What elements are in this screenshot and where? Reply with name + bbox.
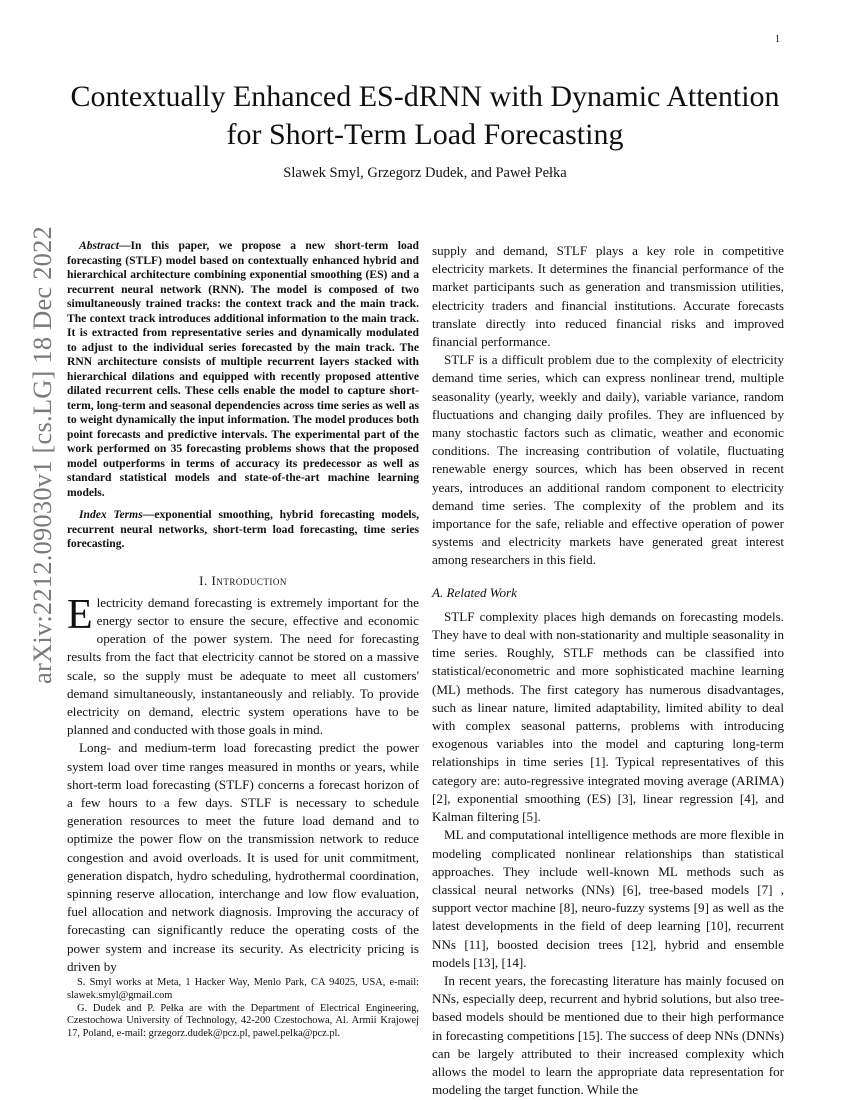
author-list: Slawek Smyl, Grzegorz Dudek, and Paweł Pełka	[283, 165, 567, 181]
page-number: 1	[775, 34, 780, 45]
footnote-affiliation-2: G. Dudek and P. Pełka are with the Department of Electrical Engineering, Czestochowa University of Technology, 42-200 Czestochowa, Al. Armii Krajowej 17, Poland, e-mail: grzegorz.dudek@pcz.pl, pawel.pelka@pcz.pl.	[67, 1002, 419, 1040]
related-work-paragraph-1: STLF complexity places high demands on forecasting models. They have to deal with non-stationarity and multiple seasonality in time series. Roughly, STLF methods can be classified into statistical/econometric and more sophisticated machine learning (ML) methods. The first category has numerous disadvantages, such as linear nature, limited adaptability, limited ability to deal with complex seasonal patterns, problems with introducing exogenous variables into the model and capturing long-term relationships in time series [1]. Typical representatives of this category are: auto-regressive integrated moving average (ARIMA) [2], exponential smoothing (ES) [3], linear regression [4], and Kalman filtering [5].	[432, 608, 784, 825]
index-terms-text: —exponential smoothing, hybrid forecasting models, recurrent neural networks, short-term load forecasting, time series forecasting.	[67, 508, 419, 550]
section-number: I.	[199, 572, 208, 588]
section-heading-introduction	[67, 572, 419, 590]
abstract-label: Abstract	[79, 239, 119, 252]
arxiv-side-stamp: arXiv:2212.09030v1 [cs.LG] 18 Dec 2022	[26, 225, 57, 684]
footnotes	[67, 977, 419, 1041]
index-terms-label: Index Terms	[79, 508, 143, 521]
drop-cap-letter: E	[67, 591, 93, 638]
right-column	[432, 242, 784, 1099]
subsection-heading-related-work: A. Related Work	[432, 584, 517, 600]
related-work-paragraph-3: In recent years, the forecasting literature has mainly focused on NNs, especially deep, recurrent and hybrid solutions, but also tree-based models should be mentioned due to their high performance in forecasting competitions [15]. The success of deep NNs (DNNs) can be largely attributed to their increased complexity which allows the model to learn the appropriate data representation for modeling the target function. While the	[432, 972, 784, 1098]
intro-paragraph-2: Long- and medium-term load forecasting predict the power system load over time ranges measured in months or years, while short-term load forecasting (STLF) concerns a forecast horizon of a few hours to a few days. STLF is necessary to schedule generation resources to meet the future load demand and to optimize the power flow on the transmission network to reduce congestion and avoid overloads. It is used for unit commitment, generation dispatch, hydro scheduling, hydrothermal coordination, spinning reserve allocation, interchange and low flow evaluation, fuel allocation and network diagnosis. Improving the accuracy of forecasting can significantly reduce the operating costs of the power system and increase its security. As electricity pricing is driven by	[67, 740, 419, 974]
intro-paragraph-1	[67, 591, 419, 740]
paper-title: Contextually Enhanced ES-dRNN with Dynamic Attention for Short-Term Load Forecasting	[70, 80, 780, 151]
index-terms	[67, 508, 419, 552]
abstract-text: —In this paper, we propose a new short-term load forecasting (STLF) model based on contextually enhanced hybrid and hierarchical architecture combining exponential smoothing (ES) and a recurrent neural network (RNN). The model is composed of two simultaneously trained tracks: the context track and the main track. The context track introduces additional information to the main track. It is extracted from representative series and dynamically modulated to adjust to the individual series forecasted by the main track. The RNN architecture consists of multiple recurrent layers stacked with hierarchical dilations and equipped with recently proposed attentive dilated recurrent cells. These cells enable the model to capture short-term, long-term and seasonal dependencies across time series as well as to weight dynamically the input information. The model produces both point forecasts and predictive intervals. The experimental part of the work performed on 35 forecasting problems shows that the proposed model outperforms in terms of accuracy its predecessor as well as standard statistical models and state-of-the-art machine learning models.	[67, 239, 419, 499]
intro-paragraph-1-text: lectricity demand forecasting is extremely important for the energy sector to ensure the secure, effective and economic operation of the power system. The need for forecasting results from the fact that electricity cannot be stored on a massive scale, so the supply must be adequate to meet all customers' demand simultaneously, instantaneously and reliably. To provide electricity on demand, electric system operations have to be planned and conducted with those goals in mind.	[67, 594, 419, 738]
footnote-affiliation-1: S. Smyl works at Meta, 1 Hacker Way, Menlo Park, CA 94025, USA, e-mail: slawek.smyl@gmail.com	[67, 977, 419, 1001]
intro-paragraph-3: STLF is a difficult problem due to the complexity of electricity demand time series, which can express nonlinear trend, multiple seasonality (yearly, weekly and daily), variable variance, random fluctuations and changing daily profiles. They are influenced by many stochastic factors such as climatic, weather and economic conditions. The increasing contribution of volatile, fluctuating renewable energy sources, which has been observed in recent years, introduces an additional random component to electricity demand time series. The complexity of the problem and its importance for the safe, reliable and effective operation of power systems and electricity markets have generated great interest among researchers in this field.	[432, 352, 784, 568]
abstract	[67, 239, 419, 500]
left-column	[67, 239, 419, 976]
related-work-paragraph-2: ML and computational intelligence methods are more flexible in modeling complicated nonlinear relationships than statistical approaches. They include well-known ML methods such as classical neural networks (NNs) [6], tree-based models [7] , support vector machine [8], neuro-fuzzy systems [9] as well as the latest developments in the field of deep learning [10], recurrent NNs [11], boosted decision trees [12], hybrid and ensemble models [13], [14].	[432, 827, 784, 970]
section-title: Introduction	[211, 572, 287, 588]
intro-paragraph-2-continued: supply and demand, STLF plays a key role in competitive electricity markets. It determines the financial performance of the market participants such as generation and transmission utilities, electricity traders and financial institutions. Accurate forecasts translate directly into reduced financial risks and improved financial performance.	[432, 243, 784, 350]
